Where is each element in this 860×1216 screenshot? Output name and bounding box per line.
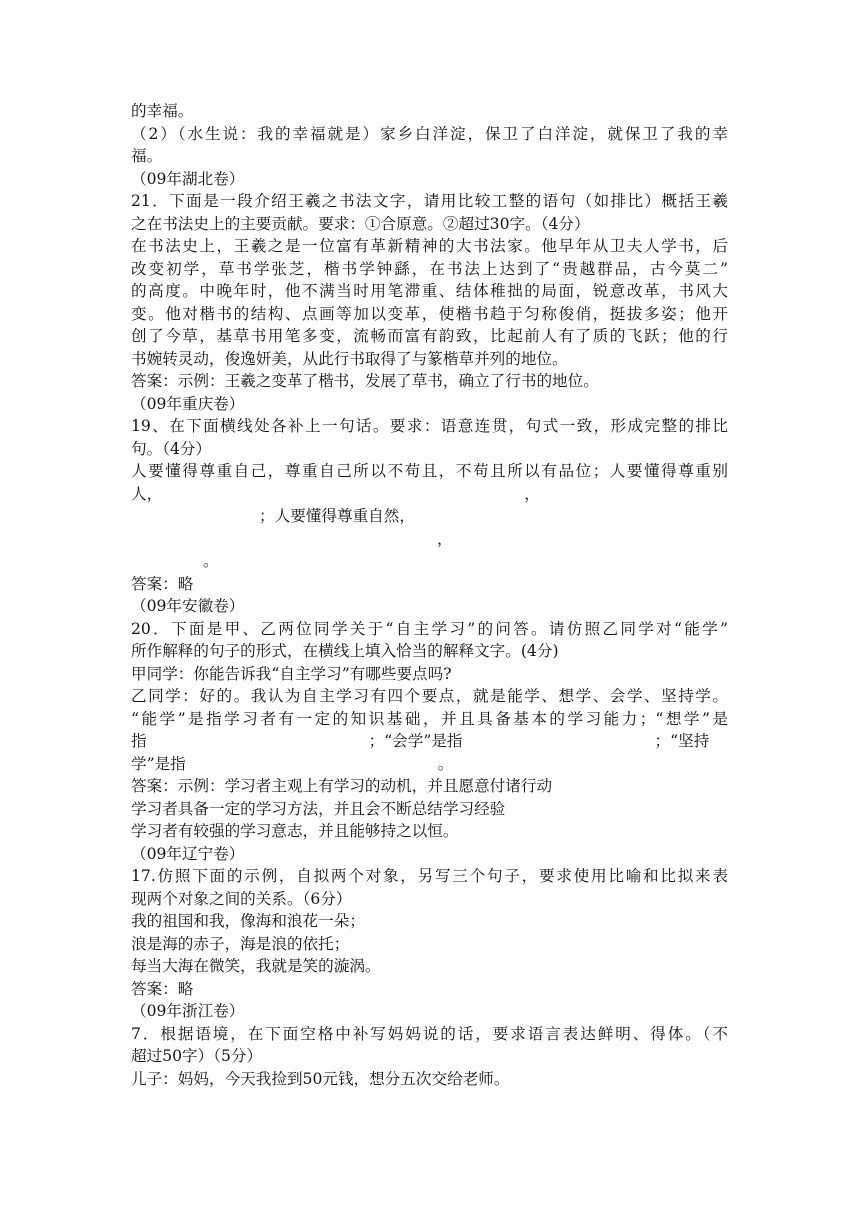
answer-line: 答案：略 bbox=[131, 979, 194, 998]
text-line: 改变初学，草书学张芝，楷书学钟繇，在书法上达到了“贵越群品，古今莫二” bbox=[131, 259, 728, 278]
text-line bbox=[131, 753, 728, 776]
text-line: 的高度。中晚年时，他不满当时用笔滞重、结体稚拙的局面，锐意改革，书风大 bbox=[131, 282, 728, 300]
text-fragment: ；“坚持 bbox=[654, 732, 710, 750]
source-label: （09年安徽卷） bbox=[131, 597, 245, 615]
text-line: 乙同学：好的。我认为自主学习有四个要点，就是能学、想学、会学、坚持学。 bbox=[131, 687, 728, 705]
question-17: 17.仿照下面的示例，自拟两个对象，另写三个句子，要求使用比喻和比拟来表 bbox=[131, 867, 728, 885]
text-fragment: ；人要懂得尊重自然， bbox=[259, 507, 415, 525]
text-line bbox=[131, 550, 728, 573]
text-line: “能学”是指学习者有一定的知识基础，并且具备基本的学习能力；“想学”是 bbox=[131, 709, 728, 728]
text-line: 现两个对象之间的关系。（6分） bbox=[131, 889, 352, 908]
text-line: 每当大海在微笑，我就是笑的漩涡。 bbox=[131, 957, 381, 975]
text-line: 创了今草，基草书用笔多变，流畅而富有韵致，比起前人有了质的飞跃；他的行 bbox=[131, 327, 728, 345]
question-19: 19、在下面横线处各补上一句话。要求：语意连贯，句式一致，形成完整的排比 bbox=[131, 417, 728, 435]
source-label: （09年浙江卷） bbox=[131, 1002, 245, 1020]
answer-line: 答案：示例：学习者主观上有学习的动机，并且愿意付诸行动 bbox=[131, 777, 553, 795]
text-fragment: 学”是指 bbox=[131, 754, 186, 773]
text-fragment: 。 bbox=[203, 552, 219, 570]
text-line bbox=[131, 730, 728, 753]
text-fragment: 指 bbox=[131, 732, 147, 750]
text-line: 学习者具备一定的学习方法，并且会不断总结学习经验 bbox=[131, 799, 506, 818]
text-line: 超过50字）（5分） bbox=[131, 1047, 263, 1065]
text-line bbox=[131, 505, 728, 528]
text-line: 儿子：妈妈，今天我捡到50元钱，想分五次交给老师。 bbox=[131, 1069, 510, 1088]
text-line: 在书法史上，王羲之是一位富有革新精神的大书法家。他早年从卫夫人学书，后 bbox=[131, 237, 728, 255]
source-label: （09年辽宁卷） bbox=[131, 844, 245, 863]
text-line: 之在书法史上的主要贡献。要求：①合原意。②超过30字。（4分） bbox=[131, 214, 590, 233]
text-fragment: 人， bbox=[131, 484, 163, 503]
text-line: 书婉转灵动，俊逸妍美，从此行书取得了与篆楷草并列的地位。 bbox=[131, 349, 568, 368]
text-line: 我的祖国和我，像海和浪花一朵； bbox=[131, 912, 365, 930]
text-line: 福。 bbox=[131, 147, 163, 165]
text-fragment: ， bbox=[437, 529, 453, 548]
question-20: 20．下面是甲、乙两位同学关于“自主学习”的问答。请仿照乙同学对“能学” bbox=[131, 619, 728, 638]
text-fragment: ， bbox=[524, 484, 540, 503]
text-line: （2）（水生说：我的幸福就是）家乡白洋淀，保卫了白洋淀，就保卫了我的幸 bbox=[131, 124, 728, 143]
answer-line: 答案：略 bbox=[131, 574, 194, 593]
text-line bbox=[131, 483, 728, 506]
text-line: 学习者有较强的学习意志，并且能够持之以恒。 bbox=[131, 822, 459, 840]
question-7: 7．根据语境，在下面空格中补写妈妈说的话，要求语言表达鲜明、得体。（不 bbox=[131, 1024, 728, 1043]
text-fragment: 。 bbox=[437, 754, 454, 773]
question-21: 21．下面是一段介绍王羲之书法文字，请用比较工整的语句（如排比）概括王羲 bbox=[131, 192, 728, 210]
text-line: 人要懂得尊重自己，尊重自己所以不苟且，不苟且所以有品位；人要懂得尊重别 bbox=[131, 462, 728, 480]
text-fragment: ；“会学”是指 bbox=[368, 732, 463, 750]
text-line: 所作解释的句子的形式，在横线上填入恰当的解释文字。(4分) bbox=[131, 642, 559, 660]
source-label: （09年湖北卷） bbox=[131, 169, 245, 188]
text-line bbox=[131, 528, 728, 551]
answer-line: 答案：示例：王羲之变革了楷书，发展了草书，确立了行书的地位。 bbox=[131, 372, 599, 390]
text-line: 甲同学：你能告诉我“自主学习”有哪些要点吗? bbox=[131, 664, 452, 683]
text-line: 浪是海的赤子，海是浪的依托； bbox=[131, 934, 350, 953]
text-line: 句。（4分） bbox=[131, 439, 212, 458]
text-line: 变。他对楷书的结构、点画等加以变革，使楷书趋于匀称俊俏，挺拔多姿；他开 bbox=[131, 304, 728, 323]
text-line: 的幸福。 bbox=[131, 102, 194, 120]
source-label: （09年重庆卷） bbox=[131, 394, 245, 413]
